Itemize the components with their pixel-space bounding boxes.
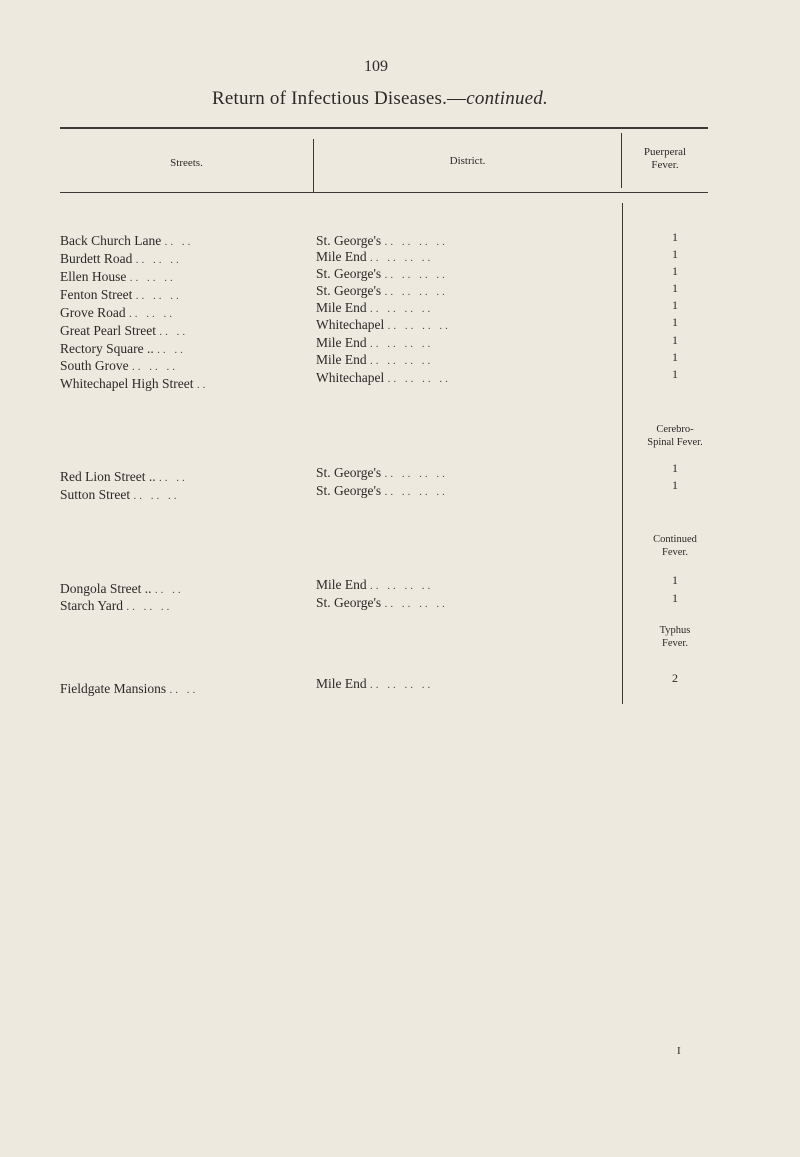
- header-disease-puerperal: [622, 146, 708, 172]
- title-continued: continued.: [466, 88, 548, 109]
- street-cell: Great Pearl Street .. ..: [60, 323, 189, 338]
- street-cell: Grove Road .. .. ..: [60, 305, 175, 320]
- district-cell: St. George's .. .. .. ..: [316, 233, 448, 248]
- case-count: 1: [672, 247, 678, 261]
- table-top-rule: [60, 127, 708, 129]
- page-number: 109: [364, 58, 388, 75]
- street-cell: Dongola Street .. .. ..: [60, 581, 184, 596]
- case-count: 1: [672, 264, 678, 278]
- district-cell: Mile End .. .. .. ..: [316, 335, 434, 350]
- header-disease-line1: Puerperal: [643, 146, 687, 158]
- street-cell: Fieldgate Mansions .. ..: [60, 681, 199, 696]
- case-count: 1: [672, 333, 678, 347]
- district-cell: St. George's .. .. .. ..: [316, 595, 448, 610]
- disease-heading: Continued Fever.: [653, 534, 697, 558]
- header-streets: Streets.: [170, 157, 203, 169]
- case-count: 1: [672, 478, 678, 492]
- street-cell: Red Lion Street .. .. ..: [60, 469, 188, 484]
- title-main: Return of Infectious Diseases.—: [212, 88, 467, 109]
- street-cell: Fenton Street .. .. ..: [60, 287, 182, 302]
- district-cell: Mile End .. .. .. ..: [316, 577, 434, 592]
- district-cell: St. George's .. .. .. ..: [316, 483, 448, 498]
- district-cell: Mile End .. .. .. ..: [316, 676, 434, 691]
- district-cell: St. George's .. .. .. ..: [316, 465, 448, 480]
- case-count: 1: [672, 461, 678, 475]
- case-count: 1: [672, 298, 678, 312]
- footer-mark: I: [677, 1045, 681, 1057]
- district-cell: Whitechapel .. .. .. ..: [316, 370, 451, 385]
- district-cell: St. George's .. .. .. ..: [316, 283, 448, 298]
- district-cell: St. George's .. .. .. ..: [316, 266, 448, 281]
- street-cell: Burdett Road .. .. ..: [60, 251, 182, 266]
- street-cell: Whitechapel High Street ..: [60, 376, 209, 391]
- street-cell: Sutton Street .. .. ..: [60, 487, 180, 502]
- street-cell: Starch Yard .. .. ..: [60, 598, 173, 613]
- district-cell: Mile End .. .. .. ..: [316, 300, 434, 315]
- disease-heading: Cerebro- Spinal Fever.: [647, 424, 703, 448]
- case-count: 1: [672, 573, 678, 587]
- case-count: 1: [672, 591, 678, 605]
- case-count: 2: [672, 671, 678, 685]
- district-cell: Whitechapel .. .. .. ..: [316, 317, 451, 332]
- case-count: 1: [672, 281, 678, 295]
- header-bottom-rule: [60, 192, 708, 193]
- street-cell: South Grove .. .. ..: [60, 358, 178, 373]
- header-disease-line2: Fever.: [651, 159, 679, 171]
- case-count: 1: [672, 367, 678, 381]
- street-cell: Ellen House .. .. ..: [60, 269, 176, 284]
- district-cell: Mile End .. .. .. ..: [316, 352, 434, 367]
- street-cell: Back Church Lane .. ..: [60, 233, 194, 248]
- street-cell: Rectory Square .. .. ..: [60, 341, 186, 356]
- case-count: 1: [672, 315, 678, 329]
- case-count: 1: [672, 230, 678, 244]
- header-district: District.: [449, 155, 486, 167]
- district-cell: Mile End .. .. .. ..: [316, 249, 434, 264]
- disease-heading: Typhus Fever.: [659, 625, 691, 649]
- page-title: [0, 88, 760, 110]
- case-count: 1: [672, 350, 678, 364]
